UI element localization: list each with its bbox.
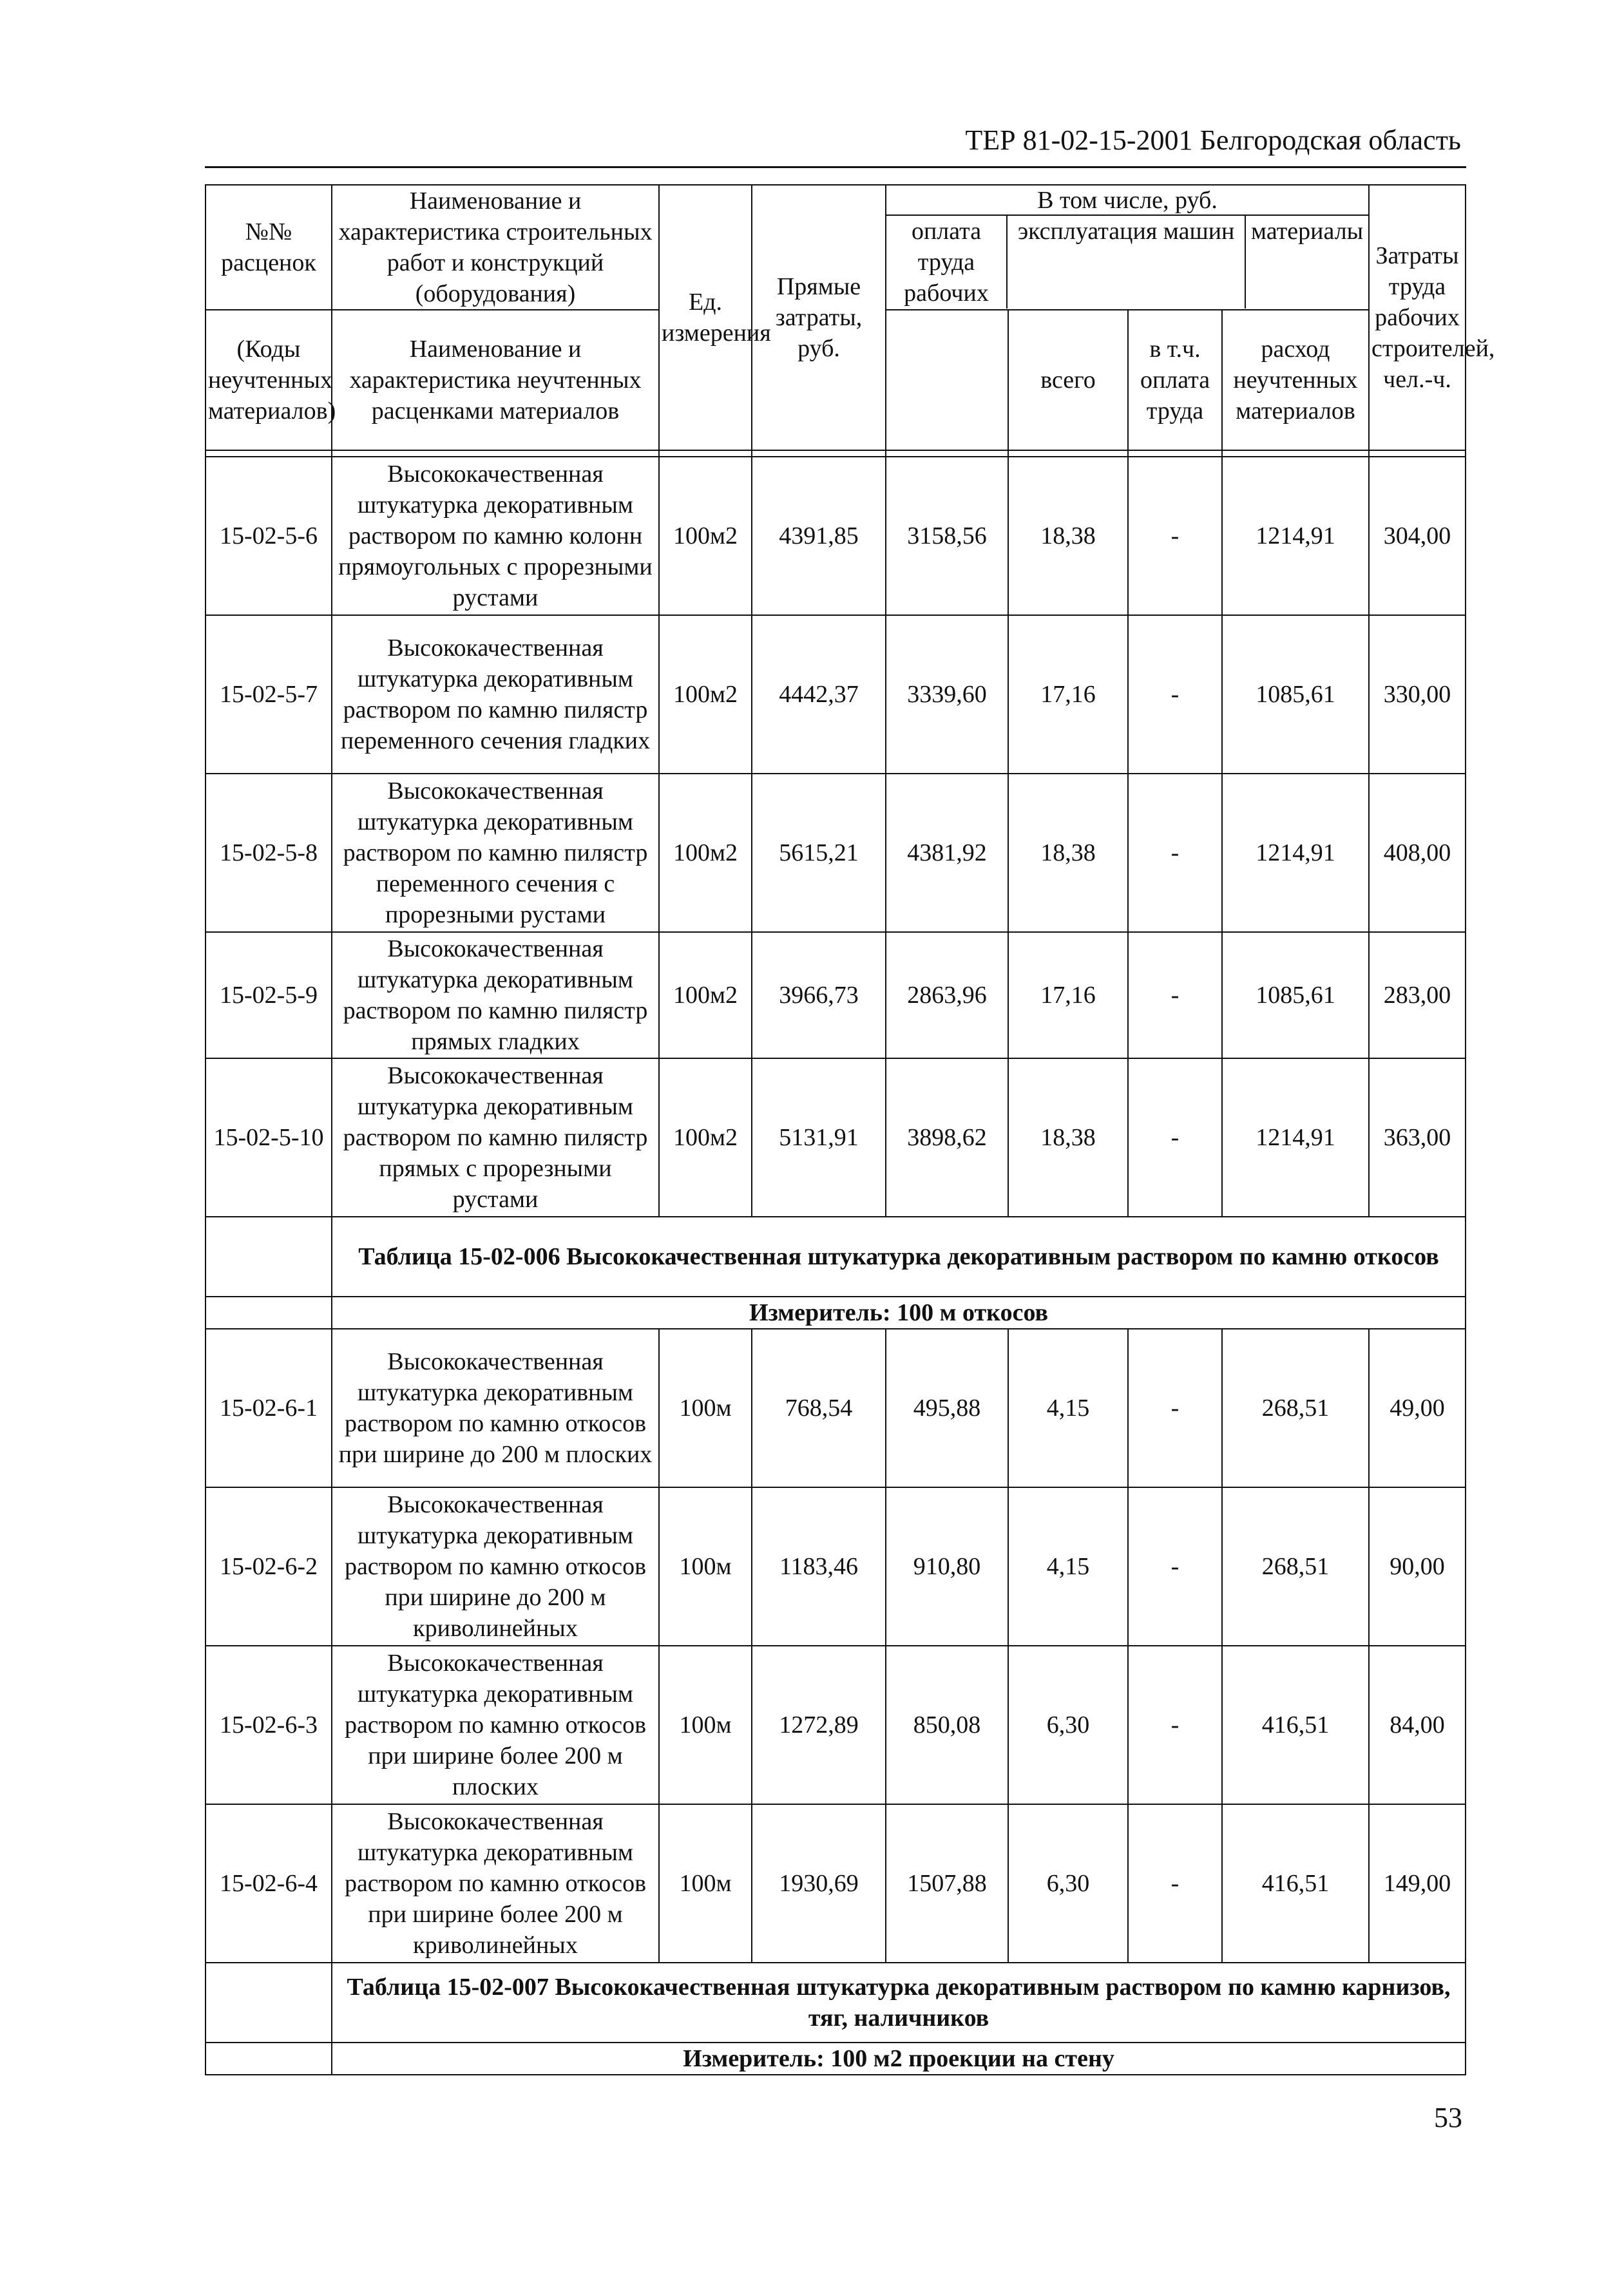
page-number: 53 <box>1434 2102 1462 2133</box>
row-code: 15-02-6-2 <box>205 1487 332 1646</box>
row-direct: 4391,85 <box>752 457 886 615</box>
row-hours: 283,00 <box>1369 932 1466 1058</box>
table-row <box>205 1487 1466 1646</box>
row-machines-labor: - <box>1128 1646 1222 1804</box>
row-name: Высококачественная штукатурка декоративным раствором по камню откосов при ширине до 200 м криволинейных <box>332 1487 659 1646</box>
table-007-title: Таблица 15-02-007 Высококачественная штукатурка декоративным раствором по камню карнизов, тяг, наличников <box>332 1963 1466 2043</box>
row-name: Высококачественная штукатурка декоративным раствором по камню откосов при ширине до 200 м плоских <box>332 1329 659 1487</box>
row-code: 15-02-5-8 <box>205 774 332 932</box>
row-machines-labor: - <box>1128 1487 1222 1646</box>
col-header-code: №№ расценок <box>205 185 332 310</box>
table-row <box>205 774 1466 932</box>
row-direct: 1930,69 <box>752 1804 886 1963</box>
row-machines-labor: - <box>1128 932 1222 1058</box>
table-row <box>205 932 1466 1058</box>
col-header-materials-alt: расход неучтенных материалов <box>1222 310 1369 450</box>
section-title-row <box>205 1963 1466 2043</box>
row-code: 15-02-5-7 <box>205 615 332 774</box>
row-machines-labor: - <box>1128 615 1222 774</box>
row-hours: 330,00 <box>1369 615 1466 774</box>
row-code: 15-02-5-6 <box>205 457 332 615</box>
row-name: Высококачественная штукатурка декоративным раствором по камню откосов при ширине более 200 м криволинейных <box>332 1804 659 1963</box>
row-machines-labor: - <box>1128 1058 1222 1217</box>
col-header-name: Наименование и характеристика строительных работ и конструкций (оборудования) <box>332 185 659 310</box>
row-code: 15-02-6-1 <box>205 1329 332 1487</box>
page-header-title: ТЕР 81-02-15-2001 Белгородская область <box>965 124 1461 156</box>
section-title-row <box>205 1217 1466 1297</box>
row-machines: 17,16 <box>1008 932 1128 1058</box>
table-006-measure: Измеритель: 100 м откосов <box>332 1297 1466 1329</box>
row-materials: 1214,91 <box>1222 774 1369 932</box>
row-materials: 268,51 <box>1222 1487 1369 1646</box>
table-006-title: Таблица 15-02-006 Высококачественная штукатурка декоративным раствором по камню откосов <box>332 1217 1466 1297</box>
row-unit: 100м <box>659 1804 752 1963</box>
header-spacer-row <box>205 450 1466 457</box>
col-header-unit: Ед. измерения <box>659 185 752 450</box>
row-unit: 100м <box>659 1646 752 1804</box>
row-labor: 3158,56 <box>886 457 1008 615</box>
row-hours: 149,00 <box>1369 1804 1466 1963</box>
row-unit: 100м2 <box>659 457 752 615</box>
row-direct: 4442,37 <box>752 615 886 774</box>
row-code: 15-02-5-10 <box>205 1058 332 1217</box>
table-007-measure: Измеритель: 100 м2 проекции на стену <box>332 2043 1466 2075</box>
row-unit: 100м2 <box>659 615 752 774</box>
row-hours: 84,00 <box>1369 1646 1466 1804</box>
row-machines: 17,16 <box>1008 615 1128 774</box>
row-machines: 4,15 <box>1008 1329 1128 1487</box>
row-name: Высококачественная штукатурка декоративным раствором по камню пилястр прямых с прорезными рустами <box>332 1058 659 1217</box>
row-materials: 1214,91 <box>1222 1058 1369 1217</box>
section-measure-row <box>205 2043 1466 2075</box>
row-unit: 100м <box>659 1329 752 1487</box>
table-row <box>205 1058 1466 1217</box>
row-code: 15-02-6-3 <box>205 1646 332 1804</box>
row-direct: 1272,89 <box>752 1646 886 1804</box>
row-hours: 363,00 <box>1369 1058 1466 1217</box>
row-name: Высококачественная штукатурка декоративным раствором по камню пилястр переменного сечения гладких <box>332 615 659 774</box>
table-row <box>205 1646 1466 1804</box>
row-labor: 4381,92 <box>886 774 1008 932</box>
row-machines: 4,15 <box>1008 1487 1128 1646</box>
row-unit: 100м2 <box>659 932 752 1058</box>
row-labor: 850,08 <box>886 1646 1008 1804</box>
row-hours: 408,00 <box>1369 774 1466 932</box>
row-hours: 304,00 <box>1369 457 1466 615</box>
row-unit: 100м2 <box>659 774 752 932</box>
row-machines: 18,38 <box>1008 1058 1128 1217</box>
row-materials: 1085,61 <box>1222 615 1369 774</box>
col-header-machines-total: всего <box>1008 310 1128 450</box>
row-name: Высококачественная штукатурка декоративным раствором по камню откосов при ширине более 200 м плоских <box>332 1646 659 1804</box>
header-row-top <box>205 185 1466 310</box>
row-machines-labor: - <box>1128 457 1222 615</box>
row-direct: 5131,91 <box>752 1058 886 1217</box>
row-direct: 3966,73 <box>752 932 886 1058</box>
row-name: Высококачественная штукатурка декоративным раствором по камню пилястр переменного сечения с прорезными рустами <box>332 774 659 932</box>
row-machines: 18,38 <box>1008 457 1128 615</box>
including-subheader <box>886 186 1368 309</box>
row-direct: 5615,21 <box>752 774 886 932</box>
row-machines-labor: - <box>1128 1329 1222 1487</box>
table-row <box>205 1329 1466 1487</box>
row-hours: 49,00 <box>1369 1329 1466 1487</box>
row-direct: 1183,46 <box>752 1487 886 1646</box>
col-header-name-alt: Наименование и характеристика неучтенных расценками материалов <box>332 310 659 450</box>
row-labor: 3339,60 <box>886 615 1008 774</box>
section-measure-row <box>205 1297 1466 1329</box>
row-materials: 1085,61 <box>1222 932 1369 1058</box>
col-header-direct-costs: Прямые затраты, руб. <box>752 185 886 450</box>
col-header-labor-cost: Затраты труда рабочих строителей, чел.-ч. <box>1369 185 1466 450</box>
table-row <box>205 457 1466 615</box>
row-materials: 416,51 <box>1222 1646 1369 1804</box>
row-code: 15-02-6-4 <box>205 1804 332 1963</box>
row-hours: 90,00 <box>1369 1487 1466 1646</box>
row-name: Высококачественная штукатурка декоративным раствором по камню пилястр прямых гладких <box>332 932 659 1058</box>
rates-table <box>205 184 1495 2075</box>
row-unit: 100м2 <box>659 1058 752 1217</box>
col-header-labor-pay: оплата труда рабочих <box>886 215 1007 309</box>
col-header-code-alt: (Коды неучтенных материалов) <box>205 310 332 450</box>
row-labor: 2863,96 <box>886 932 1008 1058</box>
table-row <box>205 615 1466 774</box>
row-labor: 3898,62 <box>886 1058 1008 1217</box>
col-header-machines: эксплуатация машин <box>1007 215 1245 309</box>
row-machines-labor: - <box>1128 774 1222 932</box>
row-direct: 768,54 <box>752 1329 886 1487</box>
row-materials: 268,51 <box>1222 1329 1369 1487</box>
col-header-machines-labor: в т.ч. оплата труда <box>1128 310 1222 450</box>
row-code: 15-02-5-9 <box>205 932 332 1058</box>
row-labor: 910,80 <box>886 1487 1008 1646</box>
row-name: Высококачественная штукатурка декоративным раствором по камню колонн прямоугольных с прорезными рустами <box>332 457 659 615</box>
col-header-including: В том числе, руб. <box>886 186 1368 215</box>
row-unit: 100м <box>659 1487 752 1646</box>
row-labor: 495,88 <box>886 1329 1008 1487</box>
table-row <box>205 1804 1466 1963</box>
col-header-materials: материалы <box>1251 218 1364 245</box>
row-machines: 18,38 <box>1008 774 1128 932</box>
row-machines: 6,30 <box>1008 1646 1128 1804</box>
row-labor: 1507,88 <box>886 1804 1008 1963</box>
row-machines-labor: - <box>1128 1804 1222 1963</box>
row-machines: 6,30 <box>1008 1804 1128 1963</box>
header-rule <box>205 166 1466 168</box>
row-materials: 416,51 <box>1222 1804 1369 1963</box>
row-materials: 1214,91 <box>1222 457 1369 615</box>
